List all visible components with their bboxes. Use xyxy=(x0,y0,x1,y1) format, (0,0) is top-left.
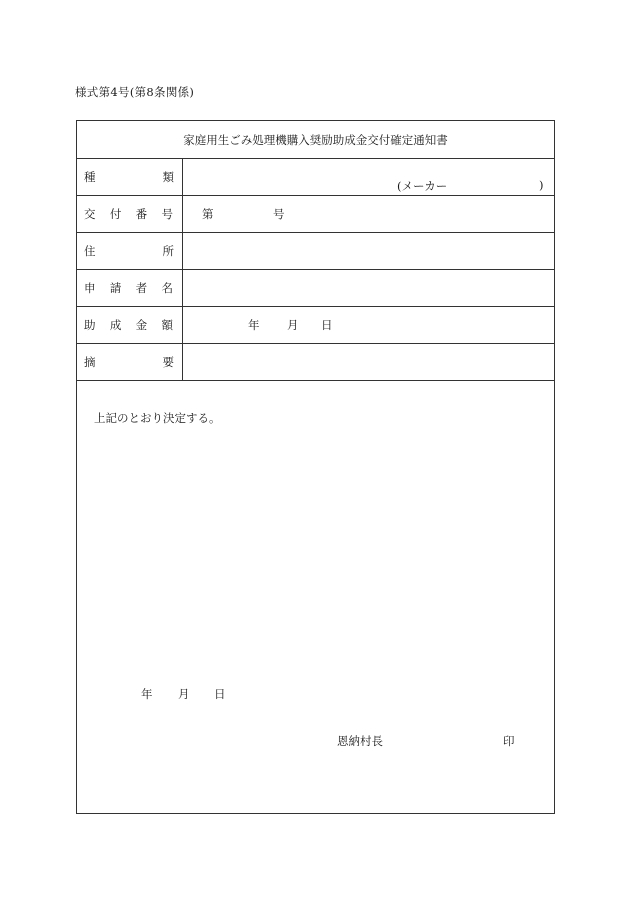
value-amount[interactable] xyxy=(183,306,554,343)
row-applicant xyxy=(77,269,554,307)
row-amount xyxy=(77,306,554,344)
issuer-name: 恩納村長 xyxy=(337,734,383,748)
label-cell-grant-number xyxy=(77,195,183,232)
label-char: 所 xyxy=(162,243,174,258)
label-cell-type xyxy=(77,158,183,195)
label-char: 成 xyxy=(109,317,122,332)
label-char: 助 xyxy=(84,317,96,332)
label-cell-applicant xyxy=(77,269,183,306)
label-char: 交 xyxy=(84,206,96,221)
grant-number-suffix: 号 xyxy=(273,207,285,221)
label-char: 号 xyxy=(161,206,173,221)
label-applicant xyxy=(84,269,173,306)
date-year: 年 xyxy=(141,687,153,701)
label-char: 住 xyxy=(84,243,96,258)
maker-close: ) xyxy=(539,178,544,192)
decision-section xyxy=(77,380,554,813)
row-grant-number xyxy=(77,195,554,233)
label-char: 申 xyxy=(84,280,96,295)
label-cell-address xyxy=(77,232,183,269)
row-remarks xyxy=(77,343,554,381)
label-grant-number xyxy=(84,195,173,232)
label-char: 名 xyxy=(161,280,173,295)
date-month: 月 xyxy=(178,687,190,701)
form-title-row xyxy=(77,121,554,159)
decision-statement: 上記のとおり決定する。 xyxy=(94,411,221,425)
form-title: 家庭用生ごみ処理機購入奨励助成金交付確定通知書 xyxy=(183,132,448,147)
label-address xyxy=(84,232,174,269)
value-grant-number[interactable] xyxy=(183,195,554,232)
value-applicant[interactable] xyxy=(183,269,554,306)
grant-number-prefix: 第 xyxy=(202,207,214,221)
maker-open: (メーカー xyxy=(397,179,448,193)
label-char: 摘 xyxy=(84,354,96,369)
row-address xyxy=(77,232,554,270)
seal-mark: 印 xyxy=(503,734,515,748)
amount-month: 月 xyxy=(287,318,299,332)
label-char: 者 xyxy=(135,280,148,295)
date-day: 日 xyxy=(214,687,226,701)
value-type[interactable] xyxy=(183,158,554,195)
amount-day: 日 xyxy=(321,318,333,332)
label-char: 額 xyxy=(161,317,173,332)
label-cell-remarks xyxy=(77,343,183,380)
notice-form xyxy=(76,120,555,814)
label-remarks xyxy=(84,343,174,380)
value-remarks[interactable] xyxy=(183,343,554,380)
label-char: 番 xyxy=(135,206,148,221)
label-amount xyxy=(84,306,173,343)
value-address[interactable] xyxy=(183,232,554,269)
label-char: 要 xyxy=(162,354,174,369)
amount-year: 年 xyxy=(248,318,260,332)
label-char: 金 xyxy=(135,317,148,332)
row-type xyxy=(77,158,554,196)
form-number: 様式第4号(第8条関係) xyxy=(75,85,195,99)
label-char: 付 xyxy=(109,206,122,221)
label-char: 請 xyxy=(109,280,122,295)
label-char: 種 xyxy=(84,169,96,184)
label-cell-amount xyxy=(77,306,183,343)
label-type xyxy=(84,158,174,195)
label-char: 類 xyxy=(162,169,174,184)
